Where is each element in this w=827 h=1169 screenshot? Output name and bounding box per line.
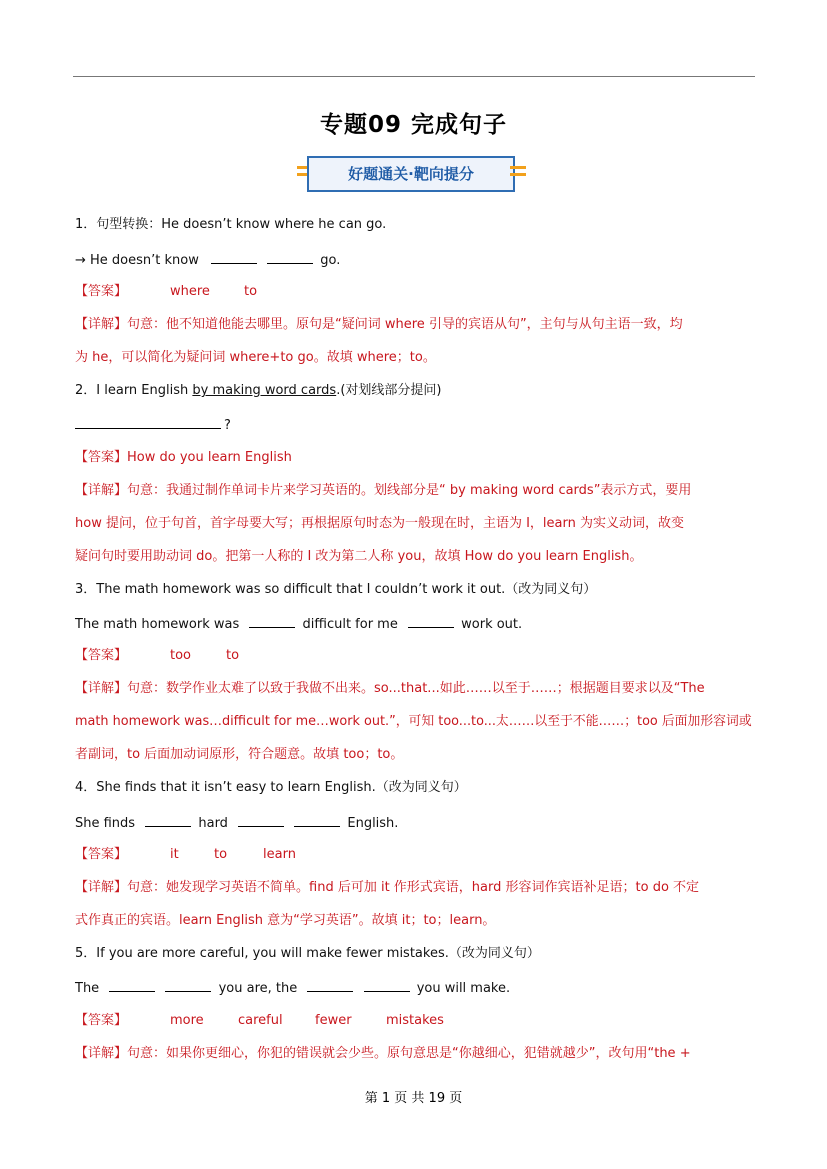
question-2-blank: ? <box>75 416 231 434</box>
banner-right-decoration <box>510 166 526 182</box>
page-title: 专题09 完成句子 <box>319 112 507 138</box>
question-4-detail: 【详解】句意：她发现学习英语不简单。find 后可加 it 作形式宾语，hard 形容词作宾语补足语；to do 不定 <box>75 880 700 895</box>
answer-blank <box>238 814 284 827</box>
answer-word: more <box>170 1013 204 1028</box>
question-3-stem: The math homework was difficult for me work out. <box>75 617 523 632</box>
question-5-stem: The you are, the you will make. <box>75 981 511 996</box>
question-4-answer-label: 【答案】 <box>75 847 128 862</box>
answer-blank <box>267 251 313 264</box>
answer-blank <box>211 251 257 264</box>
page-footer: 第 1 页 共 19 页 <box>364 1091 463 1106</box>
answer-blank <box>307 979 353 992</box>
answer-blank <box>109 979 155 992</box>
answer-word: to <box>226 648 240 663</box>
answer-word: mistakes <box>386 1013 444 1028</box>
question-4-prompt: 4．She finds that it isn’t easy to learn English.（改为同义句） <box>75 780 467 795</box>
answer-word: fewer <box>315 1013 352 1028</box>
answer-blank <box>145 814 191 827</box>
answer-word: too <box>170 648 192 663</box>
question-1-detail-cont: 为 he，可以简化为疑问词 where+to go。故填 where；to。 <box>75 350 436 365</box>
question-3-detail-cont: 者副词，to 后面加动词原形，符合题意。故填 too；to。 <box>75 747 404 762</box>
question-1-detail: 【详解】句意：他不知道他能去哪里。原句是“疑问词 where 引导的宾语从句”，主句与从句主语一致，均 <box>75 317 683 332</box>
answer-word: where <box>170 284 210 299</box>
question-3-detail: 【详解】句意：数学作业太难了以致于我做不出来。so...that...如此……以至于……；根据题目要求以及“The <box>75 681 705 696</box>
question-5-answer-label: 【答案】 <box>75 1013 128 1028</box>
stem-suffix: go. <box>320 253 341 268</box>
answer-word: it <box>170 847 179 862</box>
answer-blank <box>408 615 454 628</box>
answer-blank <box>249 615 295 628</box>
question-2-answer: 【答案】How do you learn English <box>75 450 292 465</box>
section-banner: 好题通关·靶向提分 <box>307 156 515 192</box>
answer-word: to <box>244 284 258 299</box>
header-rule <box>73 76 755 77</box>
question-4-detail-cont: 式作真正的宾语。learn English 意为“学习英语”。故填 it；to；learn。 <box>75 913 496 928</box>
question-4-stem: She finds hard English. <box>75 816 399 831</box>
answer-blank <box>75 416 221 429</box>
stem-prefix: → He doesn’t know <box>75 253 199 268</box>
question-5-prompt: 5．If you are more careful, you will make fewer mistakes.（改为同义句） <box>75 946 540 961</box>
question-1-answer-label: 【答案】 <box>75 284 128 299</box>
question-3-detail-cont: math homework was…difficult for me…work out.”，可知 too...to...太……以至于不能……；too 后面加形容词或 <box>75 714 752 729</box>
question-2-detail: 【详解】句意：我通过制作单词卡片来学习英语的。划线部分是“ by making word cards”表示方式，要用 <box>75 483 692 498</box>
answer-word: to <box>214 847 228 862</box>
answer-word: learn <box>263 847 296 862</box>
question-3-prompt: 3．The math homework was so difficult that I couldn’t work it out.（改为同义句） <box>75 582 597 597</box>
question-3-answer-label: 【答案】 <box>75 648 128 663</box>
question-2-prompt: 2．I learn English by making word cards.(对划线部分提问) <box>75 383 442 398</box>
question-1-stem <box>75 251 340 269</box>
answer-blank <box>294 814 340 827</box>
underlined-phrase: by making word cards <box>192 383 337 398</box>
answer-blank <box>364 979 410 992</box>
question-2-detail-cont: 疑问句时要用助动词 do。把第一人称的 I 改为第二人称 you，故填 How do you learn English。 <box>75 549 643 564</box>
question-5-detail: 【详解】句意：如果你更细心，你犯的错误就会少些。原句意思是“你越细心，犯错就越少”，改句用“the + <box>75 1046 691 1061</box>
question-1-prompt: 1．句型转换：He doesn’t know where he can go. <box>75 217 387 232</box>
answer-word: careful <box>238 1013 283 1028</box>
question-2-detail-cont: how 提问，位于句首，首字母要大写；再根据原句时态为一般现在时，主语为 I，learn 为实义动词，故变 <box>75 516 684 531</box>
answer-blank <box>165 979 211 992</box>
